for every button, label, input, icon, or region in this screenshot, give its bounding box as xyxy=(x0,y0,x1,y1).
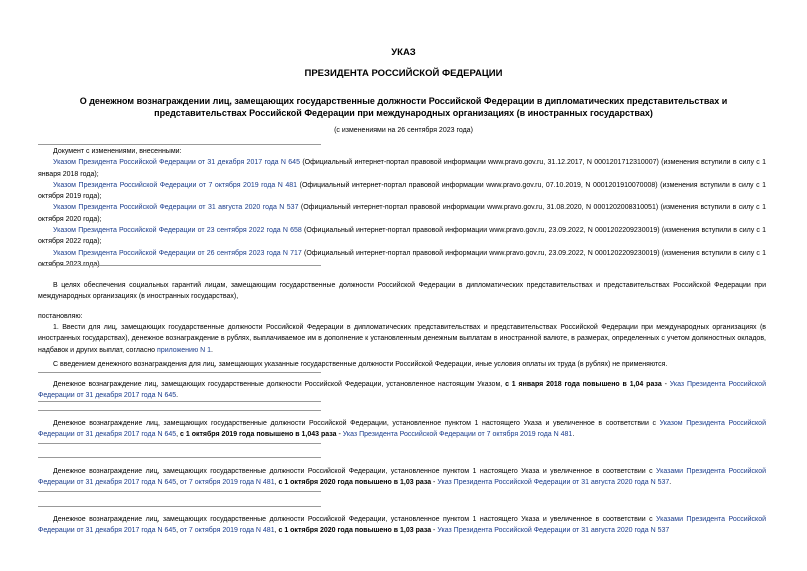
note-3-decree-link-537[interactable]: Указ Президента Российской Федерации от 31 августа 2020 года N 537 xyxy=(437,479,670,487)
note-3-decree-link-645[interactable]: Указами Президента Российской Федерации от 31 декабря 2017 года N 645 xyxy=(38,468,767,487)
note-2-increase: с 1 октября 2019 года повышено в 1,043 раза xyxy=(180,431,337,439)
divider xyxy=(38,144,321,145)
divider xyxy=(38,410,321,411)
change-link-717[interactable]: Указом Президента Российской Федерации от 26 сентября 2023 года N 717 xyxy=(53,249,302,257)
note-2-decree-link-645[interactable]: Указом Президента Российской Федерации от 31 декабря 2017 года N 645 xyxy=(38,420,766,439)
changes-block xyxy=(38,146,766,270)
change-link-481[interactable]: Указом Президента Российской Федерации от 7 октября 2019 года N 481 xyxy=(53,181,298,189)
point-1-second-paragraph: С введением денежного вознаграждения для лиц, замещающих указанные государственные должности Российской Федерации, иные условия оплаты их труда (в рублях) не применяются. xyxy=(53,361,668,368)
divider xyxy=(38,491,321,492)
appendix-1-link[interactable]: приложению N 1 xyxy=(157,346,212,354)
divider xyxy=(38,506,321,507)
divider xyxy=(38,443,321,444)
change-item: Указом Президента Российской Федерации от 7 октября 2019 года N 481 (Официальный интернет-портал правовой информации www.pravo.gov.ru, 07.10.2019, N 0001201910070008) (изменения вступили в силу с 1 октября 2019 года); xyxy=(38,181,766,201)
change-item: Указом Президента Российской Федерации от 31 августа 2020 года N 537 (Официальный интернет-портал правовой информации www.pravo.gov.ru, 31.08.2020, N 0001202008310051) (изменения вступили в силу с 1 октября 2020 года); xyxy=(38,204,767,223)
note-4-paragraph: Денежное вознаграждение лиц, замещающих государственные должности Российской Федерации, установленное пунктом 1 настоящего Указа и увеличенное в соответствии с Указами Президента Российской Федерации от 31 декабря 2017 года N 645, от 7 октября 2019 года N 481, с 1 октября 2020 года повышено в 1,03 раза - Указ Президента Российской Федерации от 31 августа 2020 года N 537 xyxy=(38,516,767,535)
issuer-title: ПРЕЗИДЕНТА РОССИЙСКОЙ ФЕДЕРАЦИИ xyxy=(304,68,503,79)
note-3-decree-link-481[interactable]: от 7 октября 2019 года N 481 xyxy=(180,479,275,487)
revision-note: (с изменениями на 26 сентября 2023 года) xyxy=(334,127,473,134)
changes-intro: Документ с изменениями, внесенными: xyxy=(53,148,182,155)
divider xyxy=(38,401,321,402)
preamble-paragraph: В целях обеспечения социальных гарантий лицам, замещающим государственные должности Российской Федерации в дипломатических представительствах и представительствах Российской Федерации при международных организациях (в иностранных государствах), xyxy=(38,282,766,301)
note-1-decree-link[interactable]: Указ Президента Российской Федерации от 31 декабря 2017 года N 645 xyxy=(38,381,766,400)
note-3-paragraph: Денежное вознаграждение лиц, замещающих государственные должности Российской Федерации, установленное пунктом 1 настоящего Указа и увеличенное в соответствии с Указами Президента Российской Федерации от 31 декабря 2017 года N 645, от 7 октября 2019 года N 481, с 1 октября 2020 года повышено в 1,03 раза - Указ Президента Российской Федерации от 31 августа 2020 года N 537. xyxy=(38,468,767,487)
doc-subject-title: О денежном вознаграждении лиц, замещающих государственные должности Российской Федерации в дипломатических представительствах и представительствах Российской Федерации при международных организациях (в иностранных государствах) xyxy=(79,96,728,118)
note-3-increase: с 1 октября 2020 года повышено в 1,03 раза xyxy=(278,479,432,487)
divider xyxy=(38,372,321,373)
decree-word: постановляю: xyxy=(38,313,83,320)
note-4-decree-link-645[interactable]: Указами Президента Российской Федерации от 31 декабря 2017 года N 645 xyxy=(38,516,767,535)
note-2-paragraph: Денежное вознаграждение лиц, замещающих государственные должности Российской Федерации, установленное пунктом 1 настоящего Указа и увеличенное в соответствии с Указом Президента Российской Федерации от 31 декабря 2017 года N 645, с 1 октября 2019 года повышено в 1,043 раза - Указ Президента Российской Федерации от 7 октября 2019 года N 481. xyxy=(38,420,766,439)
doc-type-title: УКАЗ xyxy=(391,47,416,58)
change-item: Указом Президента Российской Федерации от 26 сентября 2023 года N 717 (Официальный интернет-портал правовой информации www.pravo.gov.ru, 23.09.2022, N 0001202209230019) (изменения вступили в силу с 1 октября 2023 года). xyxy=(38,249,767,268)
change-link-645[interactable]: Указом Президента Российской Федерации от 31 декабря 2017 года N 645 xyxy=(53,159,300,167)
note-4-decree-link-481[interactable]: от 7 октября 2019 года N 481 xyxy=(180,527,275,535)
change-item: Указом Президента Российской Федерации от 31 декабря 2017 года N 645 (Официальный интернет-портал правовой информации www.pravo.gov.ru, 31.12.2017, N 0001201712310007) (изменения вступили в силу с 1 января 2018 года); xyxy=(38,159,767,178)
note-2-decree-link-481[interactable]: Указ Президента Российской Федерации от 7 октября 2019 года N 481 xyxy=(342,431,573,439)
divider xyxy=(38,457,321,458)
change-link-658[interactable]: Указом Президента Российской Федерации от 23 сентября 2022 года N 658 xyxy=(53,227,302,235)
note-4-decree-link-537[interactable]: Указ Президента Российской Федерации от 31 августа 2020 года N 537 xyxy=(437,527,670,535)
note-1-paragraph: Денежное вознаграждение лиц, замещающих государственные должности Российской Федерации, установленное настоящим Указом, с 1 января 2018 года повышено в 1,04 раза - Указ Президента Российской Федерации от 31 декабря 2017 года N 645. xyxy=(38,381,766,400)
note-1-increase: с 1 января 2018 года повышено в 1,04 раза xyxy=(505,381,662,388)
divider xyxy=(38,265,321,266)
change-item: Указом Президента Российской Федерации от 23 сентября 2022 года N 658 (Официальный интернет-портал правовой информации www.pravo.gov.ru, 23.09.2022, N 0001202209230019) (изменения вступили в силу с 1 октября 2022 года); xyxy=(38,227,767,246)
note-4-increase: с 1 октября 2020 года повышено в 1,03 раза xyxy=(278,527,432,535)
change-link-537[interactable]: Указом Президента Российской Федерации от 31 августа 2020 года N 537 xyxy=(53,204,299,212)
point-1-paragraph: 1. Ввести для лиц, замещающих государственные должности Российской Федерации в дипломатических представительствах и представительствах Российской Федерации при международных организациях (в иностранных государствах), денежное вознаграждение в рублях, выплачиваемое им в дополнение к установленным денежным выплатам в иностранной валюте, в размерах, определенных с учетом должностных окладов, надбавок и других выплат, согласно приложению N 1. xyxy=(38,324,766,354)
